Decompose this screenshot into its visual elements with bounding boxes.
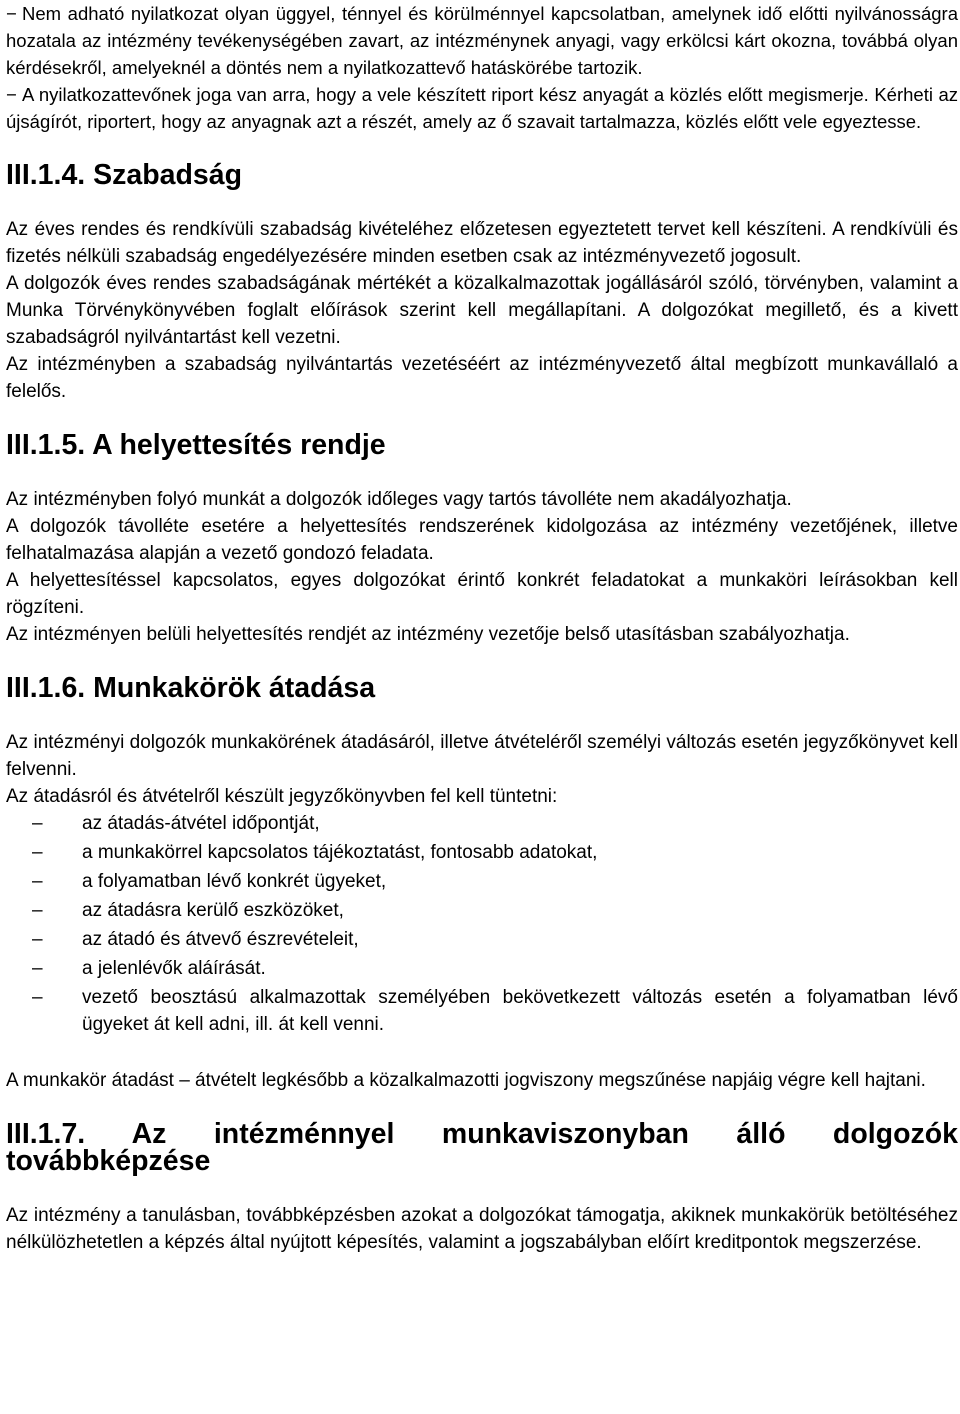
list-item-text: az átadás-átvétel időpontját, <box>82 813 320 834</box>
intro-bullet-1-text: Nem adható nyilatkozat olyan üggyel, ténnyel és körülménnyel kapcsolatban, amelynek idő előtti nyilvánosságra hozatala az intézmény tevékenységében zavart, az intézménynek anyagi, vagy erkölcsi kárt okozna, továbbá olyan kérdésekről, amelyeknél a döntés nem a nyilatkozattevő hatáskörébe tartozik. <box>6 3 958 78</box>
spacer <box>6 648 958 675</box>
section-116-paragraph: Az intézményi dolgozók munkakörének átadásáról, illetve átvételéről személyi változás esetén jegyzőkönyvet kell felvenni. <box>6 732 958 780</box>
spacer <box>6 189 958 216</box>
list-dash: – <box>32 871 43 892</box>
list-item-text: vezető beosztású alkalmazottak személyében bekövetkezett változás esetén a folyamatban lévő ügyeket át kell adni, ill. át kell venni. <box>82 987 958 1035</box>
list-item <box>6 926 958 953</box>
handover-list <box>6 810 958 1038</box>
spacer <box>6 459 958 486</box>
section-114-paragraph: Az intézményben a szabadság nyilvántartás vezetéséért az intézményvezető által megbízott munkavállaló a felelős. <box>6 354 958 402</box>
spacer <box>6 405 958 432</box>
heading-iii-1-6: III.1.6. Munkakörök átadása <box>6 672 376 704</box>
spacer <box>6 1094 958 1121</box>
section-114-paragraph: A dolgozók éves rendes szabadságának mértékét a közalkalmazottak jogállásáról szóló, törvényben, valamint a Munka Törvénykönyvében foglalt előírások szerint kell megállapítani. A dolgozókat megillető, és a kivett szabadságról nyilvántartást kell vezetni. <box>6 273 958 348</box>
list-item-text: az átadásra kerülő eszközöket, <box>82 900 344 921</box>
list-dash: – <box>32 842 43 863</box>
spacer <box>6 135 958 162</box>
section-115-paragraph: A helyettesítéssel kapcsolatos, egyes dolgozókat érintő konkrét feladatokat a munkaköri leírásokban kell rögzíteni. <box>6 570 958 618</box>
section-116-paragraph: A munkakör átadást – átvételt legkésőbb a közalkalmazotti jogviszony megszűnése napjáig végre kell hajtani. <box>6 1070 926 1091</box>
spacer <box>6 1040 958 1067</box>
list-dash: – <box>32 929 43 950</box>
list-item <box>6 897 958 924</box>
list-item-text: az átadó és átvevő észrevételeit, <box>82 929 359 950</box>
spacer <box>6 702 958 729</box>
heading-iii-1-7: III.1.7. Az intézménnyel munkaviszonyban álló dolgozók továbbképzése <box>6 1118 958 1177</box>
list-item-text: a jelenlévők aláírását. <box>82 958 266 979</box>
section-115-paragraph: Az intézményben folyó munkát a dolgozók időleges vagy tartós távolléte nem akadályozhatja. <box>6 489 792 510</box>
list-item <box>6 839 958 866</box>
intro-bullet-2 <box>6 81 958 135</box>
list-dash: – <box>32 958 43 979</box>
bullet-dash: − <box>6 84 17 105</box>
section-115-paragraph: Az intézményen belüli helyettesítés rendjét az intézmény vezetője belső utasításban szabályozhatja. <box>6 624 850 645</box>
intro-bullet-1 <box>6 0 958 81</box>
list-dash: – <box>32 900 43 921</box>
list-item <box>6 810 958 837</box>
intro-bullet-2-text: A nyilatkozattevőnek joga van arra, hogy a vele készített riport kész anyagát a közlés előtt megismerje. Kérheti az újságírót, riportert, hogy az anyagnak azt a részét, amely az ő szavait tartalmazza, közlés előtt vele egyeztesse. <box>6 84 958 132</box>
heading-iii-1-4: III.1.4. Szabadság <box>6 159 243 191</box>
list-dash: – <box>32 813 43 834</box>
list-item <box>6 868 958 895</box>
section-115-paragraph: A dolgozók távolléte esetére a helyettesítés rendszerének kidolgozása az intézmény vezetőjének, illetve felhatalmazása alapján a vezető gondozó feladata. <box>6 516 958 564</box>
list-item <box>6 984 958 1038</box>
spacer <box>6 1175 958 1202</box>
list-item <box>6 955 958 982</box>
heading-iii-1-5: III.1.5. A helyettesítés rendje <box>6 429 386 461</box>
list-item-text: a munkakörrel kapcsolatos tájékoztatást, fontosabb adatokat, <box>82 842 598 863</box>
section-116-paragraph: Az átadásról és átvételről készült jegyzőkönyvben fel kell tüntetni: <box>6 786 558 807</box>
document-page <box>6 0 958 1256</box>
section-114-paragraph: Az éves rendes és rendkívüli szabadság kivételéhez előzetesen egyeztetett tervet kell készíteni. A rendkívüli és fizetés nélküli szabadság engedélyezésére minden esetben csak az intézményvezető jogosult. <box>6 219 958 267</box>
bullet-dash: − <box>6 3 17 24</box>
list-item-text: a folyamatban lévő konkrét ügyeket, <box>82 871 387 892</box>
section-117-paragraph: Az intézmény a tanulásban, továbbképzésben azokat a dolgozókat támogatja, akiknek munkakörük betöltéséhez nélkülözhetetlen a képzés által nyújtott képesítés, valamint a jogszabályban előírt kreditpontok megszerzése. <box>6 1205 958 1253</box>
list-dash: – <box>32 987 43 1008</box>
